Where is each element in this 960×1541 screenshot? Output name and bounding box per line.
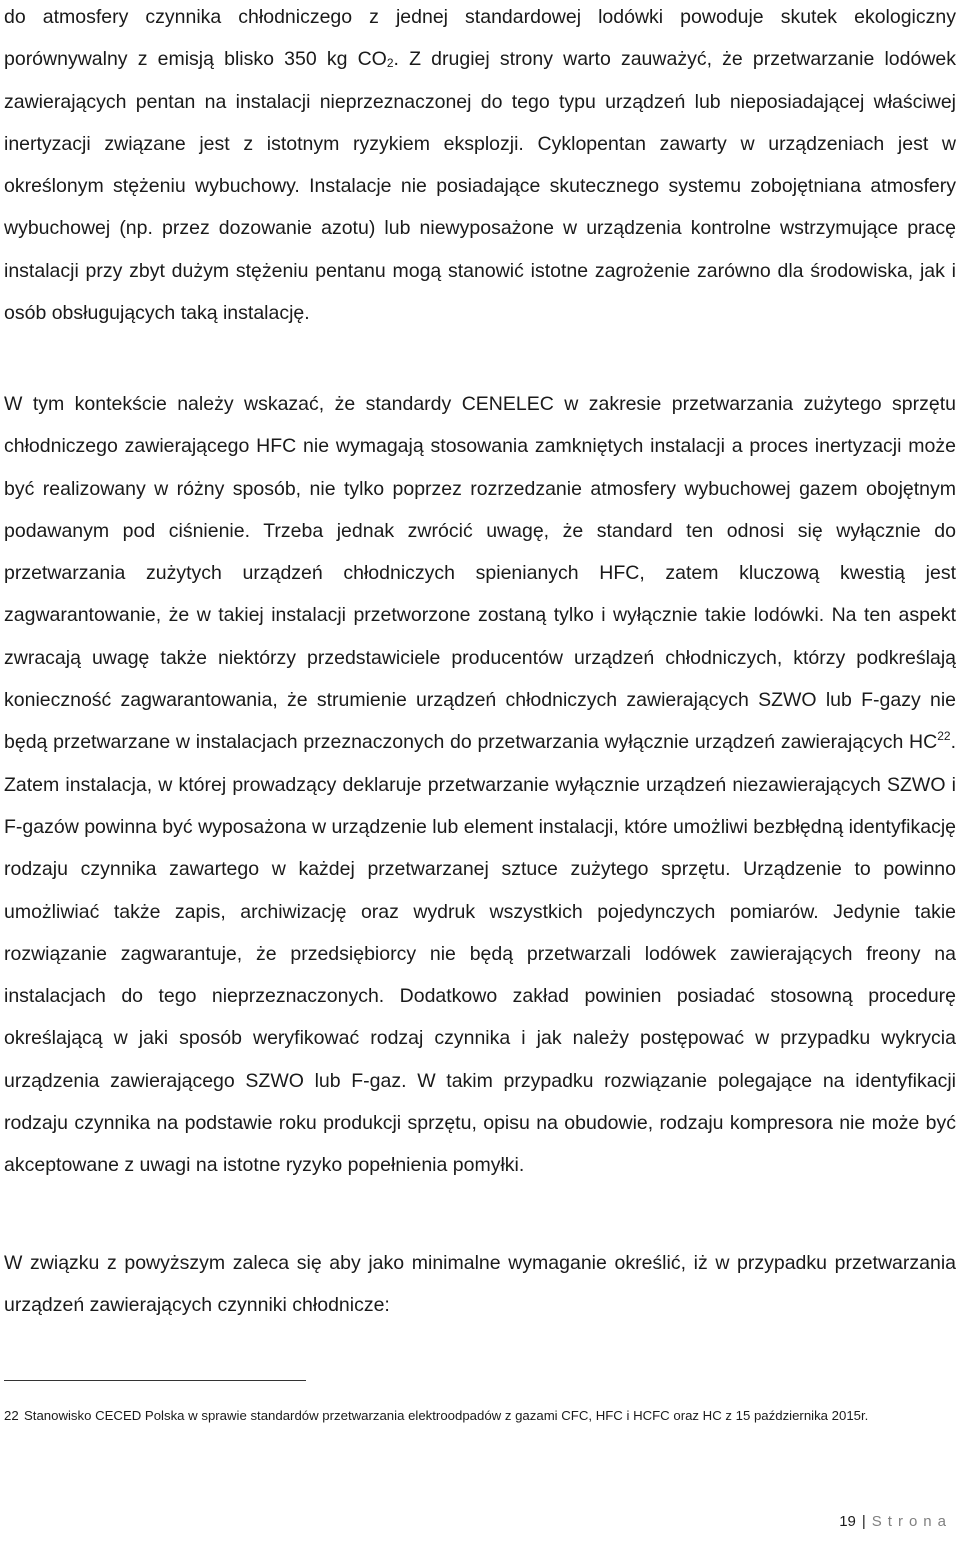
footnote-reference[interactable]: 22 [937, 729, 951, 744]
footnote-text: Stanowisko CECED Polska w sprawie standardów przetwarzania elektroodpadów z gazami CFC, HFC i HCFC oraz HC z 15 października 2015r. [24, 1408, 869, 1423]
paragraph-3: W związku z powyższym zaleca się aby jako minimalne wymaganie określić, iż w przypadku przetwarzania urządzeń zawierających czynniki chłodnicze: [4, 1252, 956, 1317]
footnote [4, 1400, 956, 1431]
paragraph-1-text-cont: . Z drugiej strony warto zauważyć, że przetwarzanie lodówek zawierających pentan na instalacji nieprzeznaczonej do tego typu urządzeń lub nieposiadającej właściwej inertyzacji związane jest z istotnym ryzykiem eksplozji. Cyklopentan zawarty w urządzeniach jest w określonym stężeniu wybuchowy. Instalacje nie posiadające skutecznego systemu zobojętniana atmosfery wybuchowej (np. przez dozowanie azotu) lub niewyposażone w urządzenia kontrolne wstrzymujące pracę instalacji przy zbyt dużym stężeniu pentanu mogą stanowić istotne zagrożenie zarówno dla środowiska, jak i osób obsługujących taką instalację. [4, 48, 956, 325]
footnote-separator [4, 1380, 306, 1381]
page-label: Strona [871, 1513, 952, 1530]
paragraph-1 [4, 0, 956, 334]
paragraph-2 [4, 383, 956, 1187]
co2-subscript: 2 [386, 56, 394, 71]
page-footer [839, 1513, 952, 1530]
page-number: 19 [839, 1513, 856, 1530]
paragraph-2-text-cont: . Zatem instalacja, w której prowadzący deklaruje przetwarzanie wyłącznie urządzeń niezawierających SZWO i F-gazów powinna być wyposażona w urządzenie lub element instalacji, które umożliwi bezbłędną identyfikację rodzaju czynnika zawartego w każdej przetwarzanej sztuce zużytego sprzętu. Urządzenie to powinno umożliwiać także zapis, archiwizację oraz wydruk wszystkich pojedynczych pomiarów. Jedynie takie rozwiązanie zagwarantuje, że przedsiębiorcy nie będą przetwarzali lodówek zawierających freony na instalacjach do tego nieprzeznaczonych. Dodatkowo zakład powinien posiadać stosowną procedurę określającą w jaki sposób weryfikować rodzaj czynnika i jak należy postępować w przypadku wykrycia urządzenia zawierającego SZWO lub F-gaz. W takim przypadku rozwiązanie polegające na identyfikacji rodzaju czynnika na podstawie roku produkcji sprzętu, opisu na obudowie, rodzaju kompresora nie może być akceptowane z uwagi na istotne ryzyko popełnienia pomyłki. [4, 731, 956, 1177]
footnote-number: 22 [4, 1408, 19, 1423]
footer-separator: | [861, 1513, 866, 1530]
paragraph-2-text: W tym kontekście należy wskazać, że standardy CENELEC w zakresie przetwarzania zużytego sprzętu chłodniczego zawierającego HFC nie wymagają stosowania zamkniętych instalacji a proces inertyzacji może być realizowany w różny sposób, nie tylko poprzez rozrzedzanie atmosfery wybuchowej gazem obojętnym podawanym pod ciśnienie. Trzeba jednak zwrócić uwagę, że standard ten odnosi się wyłącznie do przetwarzania zużytych urządzeń chłodniczych spienianych HFC, zatem kluczową kwestią jest zagwarantowanie, że w takiej instalacji przetworzone zostaną tylko i wyłącznie takie lodówki. Na ten aspekt zwracają uwagę także niektórzy przedstawiciele producentów urządzeń chłodniczych, którzy podkreślają konieczność zagwarantowania, że strumienie urządzeń chłodniczych zawierających SZWO lub F-gazy nie będą przetwarzane w instalacjach przeznaczonych do przetwarzania wyłącznie urządzeń zawierających HC [4, 393, 956, 754]
paragraph-1-text: do atmosfery czynnika chłodniczego z jednej standardowej lodówki powoduje skutek ekologiczny porównywalny z emisją blisko 350 kg CO [4, 6, 956, 71]
